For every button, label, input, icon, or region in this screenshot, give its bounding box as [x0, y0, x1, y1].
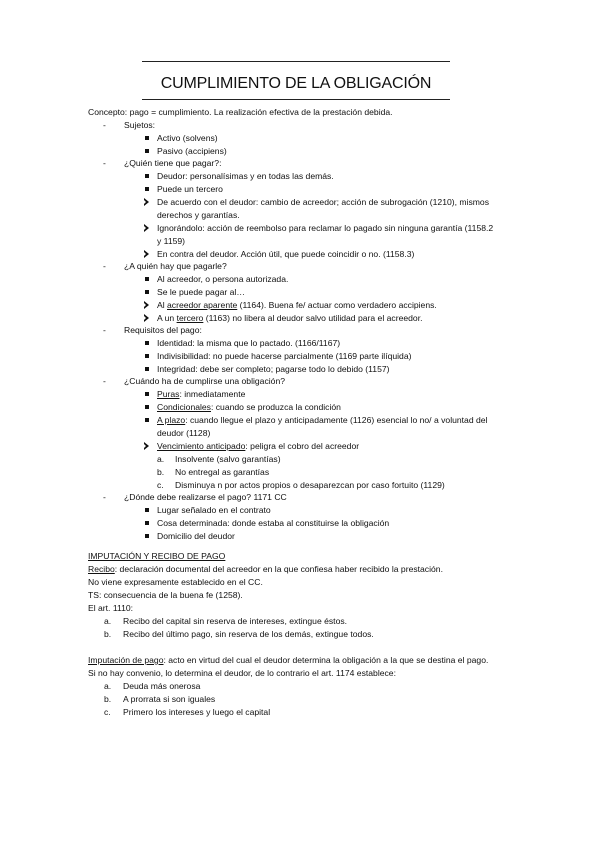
- arrow-bullet-icon: [144, 250, 149, 258]
- list-item: De acuerdo con el deudor: cambio de acreedor; acción de subrogación (1210), mismos: [157, 197, 490, 207]
- list-item: Ignorándolo: acción de reembolso para reclamar lo pagado sin ninguna garantía (1158.2: [157, 223, 494, 233]
- list-item: Identidad: la misma que lo pactado. (1166/1167): [157, 338, 341, 348]
- list-item-continuation: derechos y garantías.: [157, 210, 240, 220]
- list-item: Activo (solvens): [157, 133, 218, 143]
- list-item: Al acreedor, o persona autorizada.: [157, 274, 289, 284]
- square-bullet-icon: [145, 392, 149, 396]
- square-bullet-icon: [145, 508, 149, 512]
- list-item: A prorrata si son iguales: [123, 694, 216, 704]
- letter-marker: b.: [157, 467, 165, 477]
- list-item: Recibo del último pago, sin reserva de los demás, extingue todos.: [123, 629, 374, 639]
- list-item: Pasivo (accipiens): [157, 146, 227, 156]
- top-rule: [142, 61, 450, 62]
- list-item: [157, 388, 245, 401]
- list-item: Deuda más onerosa: [123, 681, 201, 691]
- underlined-term: tercero: [176, 313, 204, 323]
- list-item: [157, 299, 437, 312]
- imputacion-line: [88, 654, 488, 667]
- list-item: En contra del deudor. Acción útil, que puede coincidir o no. (1158.3): [157, 249, 415, 259]
- underlined-term: acreedor aparente: [167, 300, 238, 310]
- requisitos-label: Requisitos del pago:: [124, 325, 202, 335]
- dash-bullet: -: [103, 158, 106, 168]
- square-bullet-icon: [145, 149, 149, 153]
- page-title: CUMPLIMIENTO DE LA OBLIGACIÓN: [160, 75, 432, 92]
- arrow-bullet-icon: [144, 301, 149, 309]
- list-item: Puede un tercero: [157, 184, 223, 194]
- recibo-line: [88, 563, 443, 576]
- letter-marker: b.: [104, 694, 112, 704]
- text-line: El art. 1110:: [88, 603, 134, 613]
- letter-marker: a.: [157, 454, 165, 464]
- arrow-bullet-icon: [144, 442, 149, 450]
- square-bullet-icon: [145, 341, 149, 345]
- text-run: A un: [157, 313, 177, 323]
- list-item: [157, 414, 487, 427]
- dash-bullet: -: [103, 261, 106, 271]
- text-line: No viene expresamente establecido en el CC.: [88, 577, 263, 587]
- a-quien-label: ¿A quién hay que pagarle?: [124, 261, 227, 271]
- text-run: : cuando se produzca la condición: [210, 402, 341, 412]
- donde-label: ¿Dónde debe realizarse el pago? 1171 CC: [124, 492, 287, 502]
- square-bullet-icon: [145, 367, 149, 371]
- list-item: Se le puede pagar al…: [157, 287, 245, 297]
- list-item: Deudor: personalísimas y en todas las demás.: [157, 171, 334, 181]
- concepto-line: Concepto: pago = cumplimiento. La realización efectiva de la prestación debida.: [88, 107, 393, 117]
- text-run: (1164). Buena fe/ actuar como verdadero accipiens.: [237, 300, 437, 310]
- text-run: : inmediatamente: [179, 389, 246, 399]
- square-bullet-icon: [145, 534, 149, 538]
- letter-marker: b.: [104, 629, 112, 639]
- underlined-term: Condicionales: [157, 402, 211, 412]
- square-bullet-icon: [145, 277, 149, 281]
- list-item: No entregal as garantías: [175, 467, 270, 477]
- square-bullet-icon: [145, 174, 149, 178]
- arrow-bullet-icon: [144, 224, 149, 232]
- list-item: [157, 440, 359, 453]
- list-item: Insolvente (salvo garantías): [175, 454, 281, 464]
- letter-marker: a.: [104, 616, 112, 626]
- list-item-continuation: y 1159): [157, 236, 186, 246]
- cuando-label: ¿Cuándo ha de cumplirse una obligación?: [124, 376, 285, 386]
- letter-marker: c.: [104, 707, 111, 717]
- dash-bullet: -: [103, 325, 106, 335]
- square-bullet-icon: [145, 521, 149, 525]
- dash-bullet: -: [103, 120, 106, 130]
- arrow-bullet-icon: [144, 198, 149, 206]
- list-item: Disminuya n por actos propios o desaparezcan por caso fortuito (1129): [175, 480, 445, 490]
- list-item: Primero los intereses y luego el capital: [123, 707, 271, 717]
- dash-bullet: -: [103, 376, 106, 386]
- list-item-continuation: deudor (1128): [157, 428, 211, 438]
- square-bullet-icon: [145, 405, 149, 409]
- arrow-bullet-icon: [144, 314, 149, 322]
- square-bullet-icon: [145, 290, 149, 294]
- text-line: Si no hay convenio, lo determina el deudor, de lo contrario el art. 1174 establece:: [88, 668, 396, 678]
- text-run: Al: [157, 300, 168, 310]
- list-item: Cosa determinada: donde estaba al constituirse la obligación: [157, 518, 390, 528]
- underlined-term: Imputación de pago: [88, 655, 164, 665]
- list-item: [157, 312, 422, 325]
- letter-marker: c.: [157, 480, 164, 490]
- section-heading: IMPUTACIÓN Y RECIBO DE PAGO: [88, 551, 226, 561]
- underlined-term: Puras: [157, 389, 180, 399]
- list-item: Integridad: debe ser completo; pagarse todo lo debido (1157): [157, 364, 390, 374]
- underlined-term: A plazo: [157, 415, 186, 425]
- text-run: : cuando llegue el plazo y anticipadamente (1126) esencial lo no/ a voluntad del: [185, 415, 488, 425]
- text-run: : peligra el cobro del acreedor: [245, 441, 360, 451]
- quien-paga-label: ¿Quién tiene que pagar?:: [124, 158, 222, 168]
- dash-bullet: -: [103, 492, 106, 502]
- text-run: : acto en virtud del cual el deudor determina la obligación a la que se destina el pago.: [163, 655, 489, 665]
- underlined-term: Recibo: [88, 564, 115, 574]
- square-bullet-icon: [145, 136, 149, 140]
- list-item: Domicilio del deudor: [157, 531, 235, 541]
- sujetos-label: Sujetos:: [124, 120, 156, 130]
- square-bullet-icon: [145, 354, 149, 358]
- text-run: (1163) no libera al deudor salvo utilidad para el acreedor.: [203, 313, 423, 323]
- list-item: Indivisibilidad: no puede hacerse parcialmente (1169 parte ilíquida): [157, 351, 412, 361]
- bottom-rule: [142, 99, 450, 100]
- list-item: Recibo del capital sin reserva de intereses, extingue éstos.: [123, 616, 348, 626]
- text-line: TS: consecuencia de la buena fe (1258).: [88, 590, 243, 600]
- square-bullet-icon: [145, 187, 149, 191]
- text-run: : declaración documental del acreedor en la que confiesa haber recibido la prestación.: [114, 564, 443, 574]
- underlined-term: Vencimiento anticipado: [157, 441, 246, 451]
- letter-marker: a.: [104, 681, 112, 691]
- list-item: Lugar señalado en el contrato: [157, 505, 271, 515]
- square-bullet-icon: [145, 418, 149, 422]
- list-item: [157, 401, 341, 414]
